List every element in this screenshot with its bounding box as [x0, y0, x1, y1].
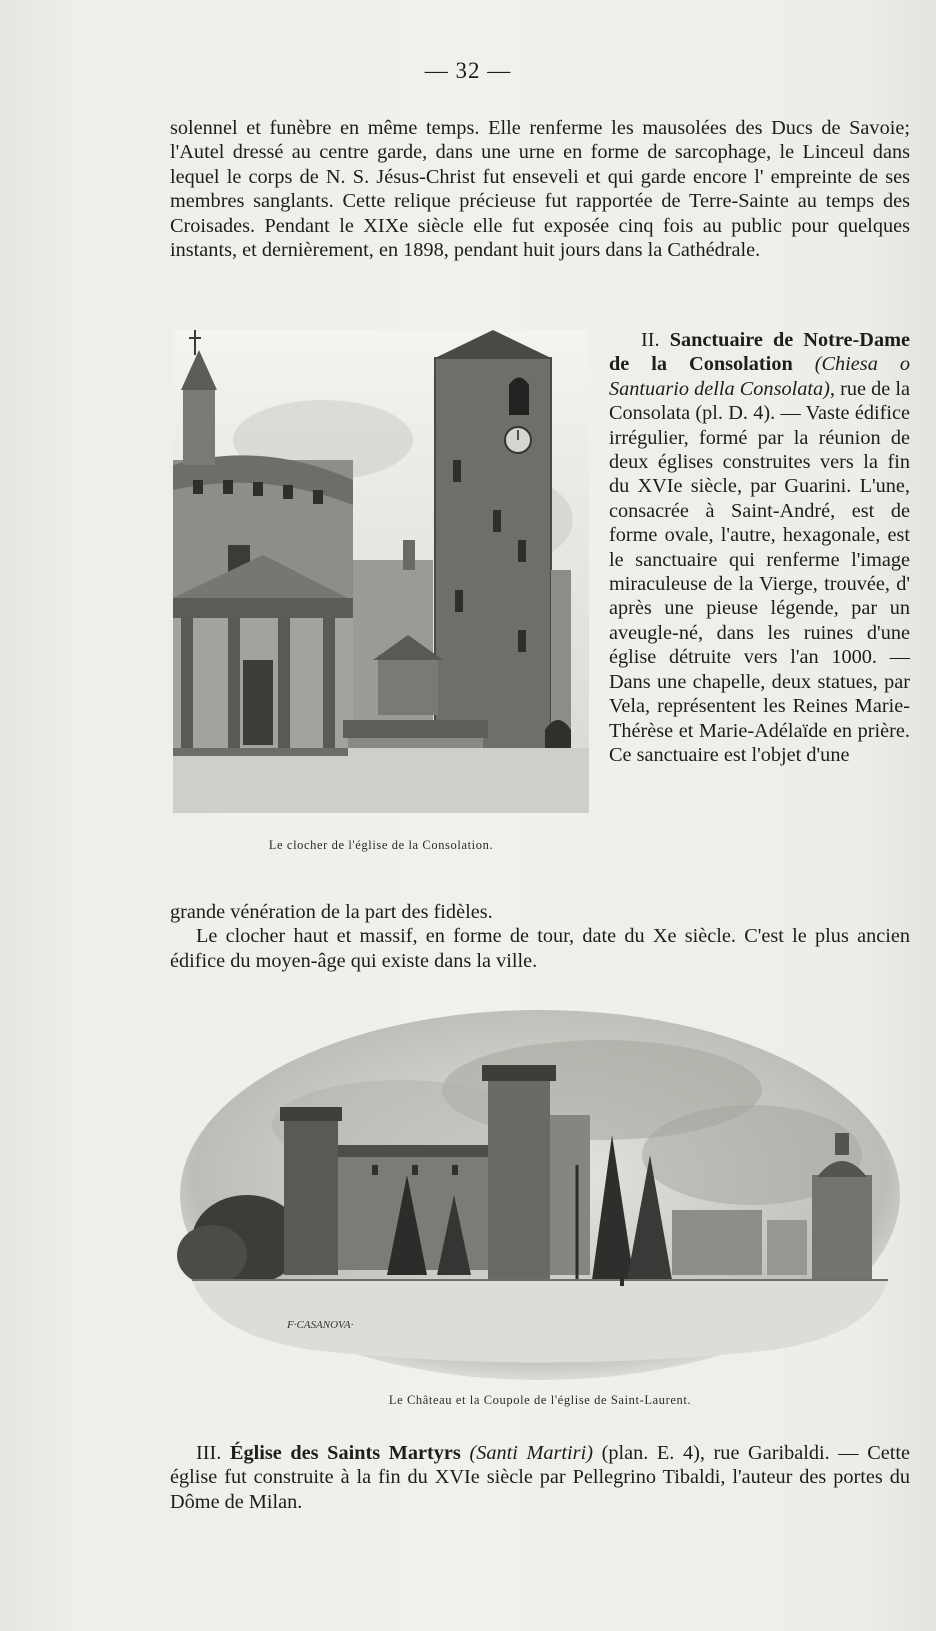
- section-3-block: [170, 1441, 910, 1514]
- section-2-continuation: grande vénération de la part des fidèles.: [170, 901, 493, 923]
- top-paragraph-block: [170, 116, 910, 262]
- section-2-body: rue de la Consolata (pl. D. 4). — Vaste édifice irrégulier, formé par la réunion de deux églises construites vers la fin du XVIe siècle, par Guarini. L'une, consacrée à Saint-André, est de forme ovale, l'autre, hexagonale, est le sanctuaire qui renferme l'image miraculeuse de la Vierge, trouvée, d' après une pieuse légende, par un aveugle-né, dans les ruines d'une église détruite vers l'an 1000. — Dans une chapelle, deux statues, par Vela, représentent les Reines Marie-Thérèse et Marie-Adélaïde en prière. Ce sanctuaire est l'objet d'une: [609, 377, 910, 766]
- section-2-continuation-block: [170, 900, 910, 973]
- artist-signature: F·CASANOVA·: [287, 1319, 354, 1331]
- section-2-italic-name: (Chiesa o Santuario della Consolata),: [609, 353, 910, 400]
- bell-tower-engraving: [173, 330, 589, 813]
- section-2-number: II.: [641, 329, 660, 351]
- wide-figure-caption: Le Château et la Coupole de l'église de Saint-Laurent.: [388, 1393, 692, 1407]
- section-3-paragraph: [170, 1441, 910, 1514]
- section-2-paragraph: [609, 328, 910, 767]
- section-3-body: (plan. E. 4), rue Garibaldi. — Cette église fut construite à la fin du XVIe siècle par Pellegrino Tibaldi, l'auteur des portes du Dôme de Milan.: [170, 1442, 910, 1513]
- section-2-title: Sanctuaire de Notre-Dame de la Consolation: [609, 329, 910, 376]
- tower-paragraph: Le clocher haut et massif, en forme de tour, date du Xe siècle. C'est le plus ancien édifice du moyen-âge qui existe dans la ville.: [170, 925, 910, 972]
- section-3-title: Église des Saints Martyrs: [229, 1442, 461, 1464]
- section-2-column: [609, 328, 910, 767]
- chateau-engraving: [172, 1005, 908, 1390]
- consolation-bell-tower-illustration: [173, 330, 589, 813]
- chateau-illustration: [172, 1005, 908, 1390]
- left-figure-caption: Le clocher de l'église de la Consolation.: [268, 838, 494, 852]
- section-3-number: III.: [196, 1442, 222, 1464]
- page-number: — 32 —: [424, 58, 512, 83]
- section-3-italic-name: (Santi Martiri): [469, 1442, 593, 1464]
- top-paragraph: solennel et funèbre en même temps. Elle renferme les mausolées des Ducs de Savoie; l'Autel dressé au centre garde, dans une urne en forme de sarcophage, le Linceul dans lequel le corps de N. S. Jésus-Christ fut enseveli et qui garde encore l' empreinte de ses membres sanglants. Cette relique précieuse fut rapportée de Terre-Sainte au temps des Croisades. Pendant le XIXe siècle elle fut exposée cinq fois au public pour quelques instants, et dernièrement, en 1898, pendant huit jours dans la Cathédrale.: [170, 117, 910, 262]
